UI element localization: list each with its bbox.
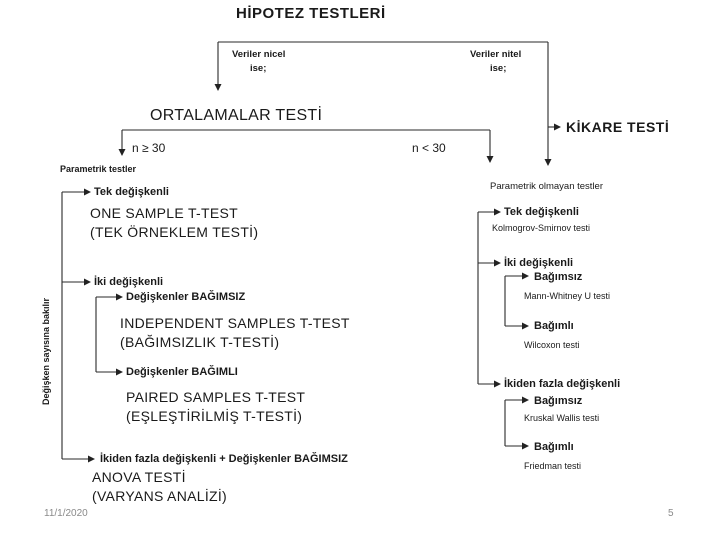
param-multi-var-test-1: ANOVA TESTİ: [92, 469, 186, 485]
nonparam-two-dep-test: Wilcoxon testi: [524, 340, 580, 350]
nonparam-multi-indep-label: Bağımsız: [534, 395, 583, 407]
chi-square-label: KİKARE TESTİ: [566, 119, 670, 135]
param-two-var-label: İki değişkenli: [94, 276, 164, 288]
param-dep-test-1: PAIRED SAMPLES T-TEST: [126, 389, 306, 405]
nonparam-two-indep-test: Mann-Whitney U testi: [524, 291, 611, 301]
nonparam-one-var-label: Tek değişkenli: [504, 206, 579, 218]
param-indep-label: Değişkenler BAĞIMSIZ: [126, 291, 246, 303]
n-large-label: n ≥ 30: [132, 141, 166, 155]
param-one-var-label: Tek değişkenli: [94, 186, 169, 198]
n-small-label: n < 30: [412, 141, 446, 155]
means-test-label: ORTALAMALAR TESTİ: [150, 107, 323, 124]
footer-page-number: 5: [668, 508, 674, 519]
nonparam-two-var-label: İki değişkenli: [504, 257, 574, 269]
condition-nitel-line1: Veriler nitel: [470, 49, 522, 60]
diagram-title: HİPOTEZ TESTLERİ: [236, 5, 386, 22]
footer-date: 11/1/2020: [44, 508, 88, 519]
param-multi-var-test-2: (VARYANS ANALİZİ): [92, 488, 228, 504]
nonparametric-header: Parametrik olmayan testler: [490, 181, 603, 192]
condition-nitel-line2: ise;: [490, 63, 507, 74]
nonparam-multi-var-label: İkiden fazla değişkenli: [504, 378, 621, 390]
parametric-header: Parametrik testler: [60, 164, 137, 174]
nonparam-two-indep-label: Bağımsız: [534, 271, 583, 283]
param-one-var-test-2: (TEK ÖRNEKLEM TESTİ): [90, 224, 259, 240]
nonparam-multi-indep-test: Kruskal Wallis testi: [524, 413, 600, 423]
param-one-var-test-1: ONE SAMPLE T-TEST: [90, 205, 238, 221]
nonparam-multi-dep-test: Friedman testi: [524, 461, 582, 471]
param-indep-test-1: INDEPENDENT SAMPLES T-TEST: [120, 315, 350, 331]
nonparam-one-var-test: Kolmogrov-Smirnov testi: [492, 223, 591, 233]
variable-count-side-label: Değişken sayısına bakılır: [41, 297, 51, 405]
param-dep-test-2: (EŞLEŞTİRİLMİŞ T-TESTİ): [126, 408, 303, 424]
param-multi-var-label: İkiden fazla değişkenli + Değişkenler BAĞIMSIZ: [100, 453, 348, 465]
param-indep-test-2: (BAĞIMSIZLIK T-TESTİ): [120, 334, 280, 350]
condition-nicel-line2: ise;: [250, 63, 267, 74]
nonparam-multi-dep-label: Bağımlı: [534, 441, 574, 453]
condition-nicel-line1: Veriler nicel: [232, 49, 286, 60]
nonparam-two-dep-label: Bağımlı: [534, 320, 574, 332]
param-dep-label: Değişkenler BAĞIMLI: [126, 366, 238, 378]
